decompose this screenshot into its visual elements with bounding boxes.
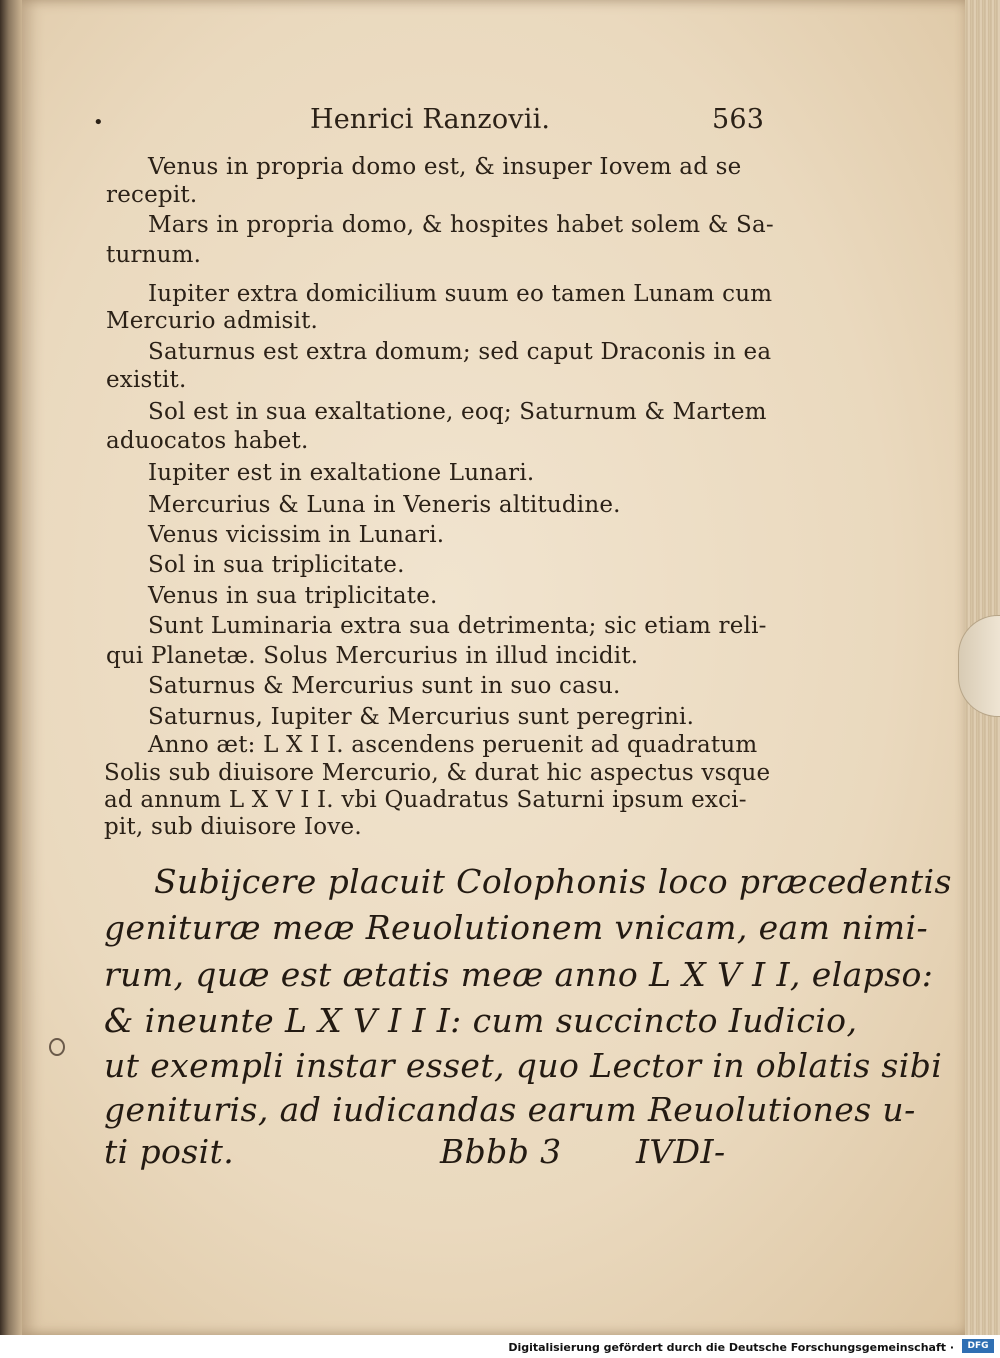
catchword: IVDI- [636,1132,726,1171]
text-line: existit. [106,367,187,393]
text-line: Venus in propria domo est, & insuper Iovem ad se [148,154,742,180]
italic-line: genituræ meæ Reuolutionem vnicam, eam nimi- [104,908,929,947]
text-line: Venus vicissim in Lunari. [148,522,445,548]
text-line: aduocatos habet. [106,428,309,454]
text-line: Solis sub diuisore Mercurio, & durat hic aspectus vsque [104,760,771,786]
text-line: Mercurius & Luna in Veneris altitudine. [148,492,621,518]
italic-line: ti posit. [104,1132,235,1171]
italic-line: rum, quæ est ætatis meæ anno L X V I I, elapso: [104,955,934,994]
italic-line: ut exempli instar esset, quo Lector in oblatis sibi [104,1046,943,1085]
italic-line: Subijcere placuit Colophonis loco præcedentis [154,862,952,901]
footer-credit: Digitalisierung gefördert durch die Deutsche Forschungsgemeinschaft · [508,1341,954,1354]
signature-mark: Bbbb 3 [440,1132,562,1171]
text-line: recepit. [106,182,198,208]
text-line: Sunt Luminaria extra sua detrimenta; sic etiam reli- [148,613,767,639]
book-spine [0,0,22,1335]
text-line: Saturnus est extra domum; sed caput Draconis in ea [148,339,772,365]
page-number: 563 [712,104,765,135]
italic-line: & ineunte L X V I I I: cum succincto Iudicio, [104,1001,858,1040]
text-line: Saturnus & Mercurius sunt in suo casu. [148,673,621,699]
italic-line: genituris, ad iudicandas earum Reuolutiones u- [104,1090,916,1129]
text-line: Venus in sua triplicitate. [148,583,438,609]
text-line: Anno æt: L X I I. ascendens peruenit ad quadratum [148,732,758,758]
text-line: Saturnus, Iupiter & Mercurius sunt peregrini. [148,704,695,730]
text-line: Iupiter extra domicilium suum eo tamen Lunam cum [148,281,773,307]
text-line: turnum. [106,242,202,268]
text-line: ad annum L X V I I. vbi Quadratus Saturni ipsum exci- [104,787,747,813]
text-line: Sol est in sua exaltatione, eoq; Saturnum & Martem [148,399,767,425]
running-title: Henrici Ranzovii. [310,104,551,135]
text-line: pit, sub diuisore Iove. [104,814,362,840]
margin-mark: • [93,112,104,133]
dfg-logo-icon: DFG [962,1339,994,1353]
text-line: Mars in propria domo, & hospites habet solem & Sa- [148,212,774,238]
text-line: Sol in sua triplicitate. [148,552,405,578]
text-line: Mercurio admisit. [106,308,319,334]
margin-hole [49,1038,65,1056]
text-line: Iupiter est in exaltatione Lunari. [148,460,535,486]
digitization-footer [0,1335,1000,1358]
text-line: qui Planetæ. Solus Mercurius in illud incidit. [106,643,639,669]
